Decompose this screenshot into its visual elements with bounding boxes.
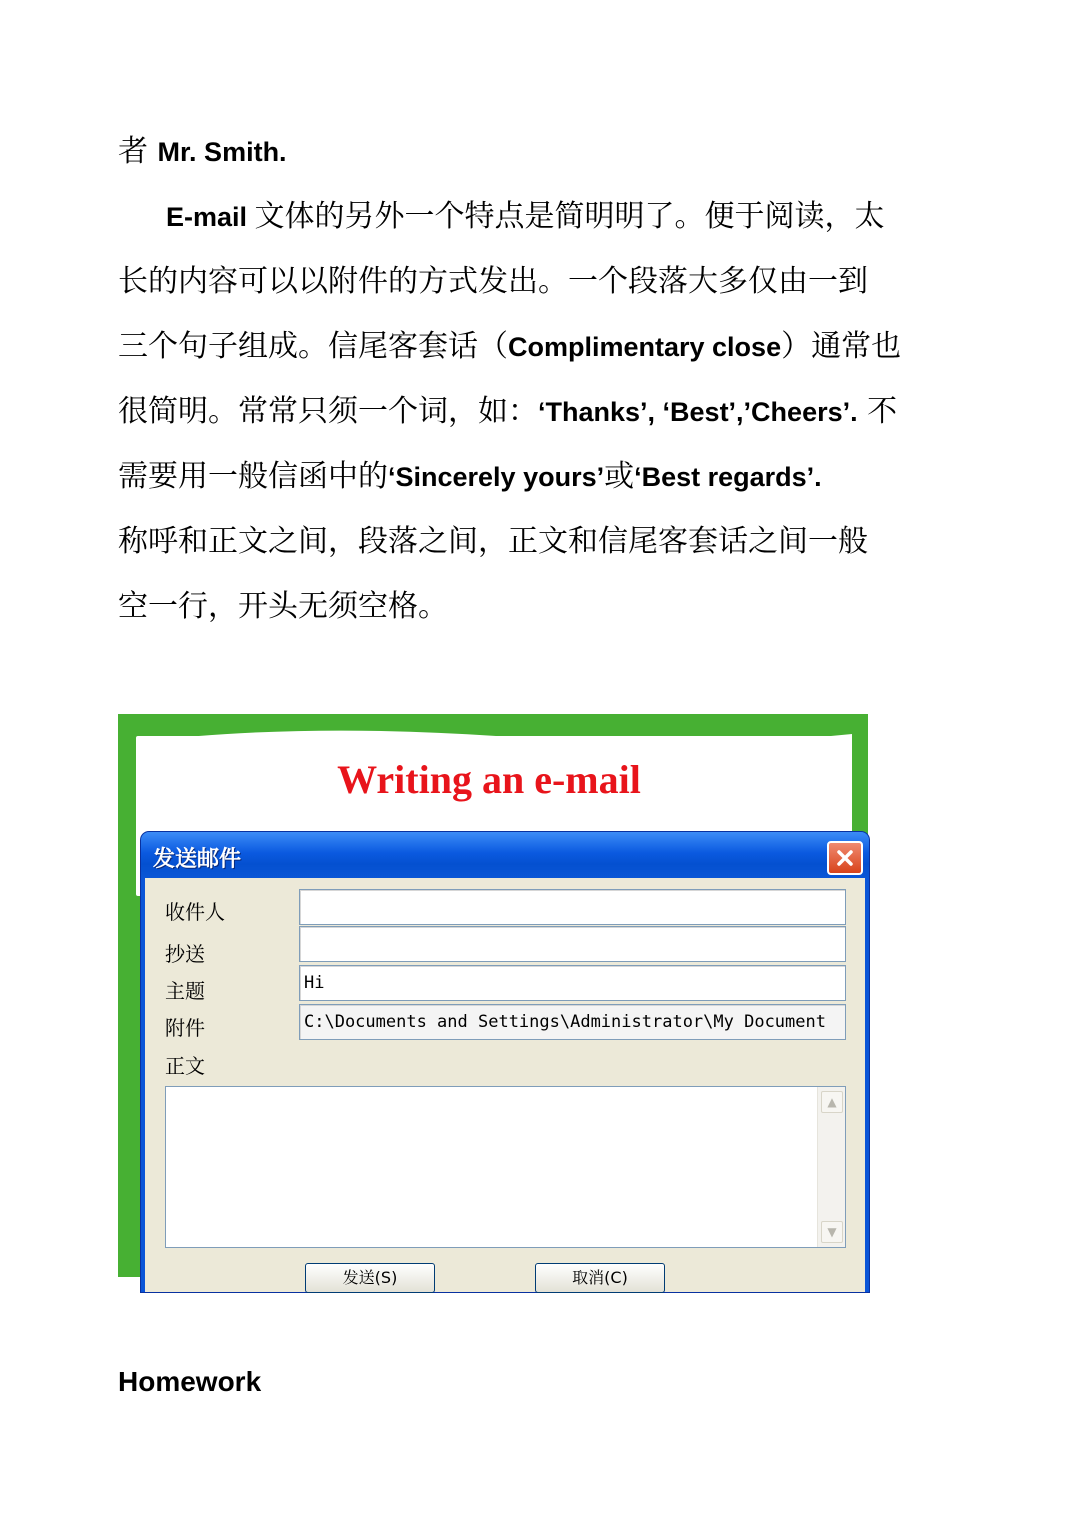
text-segment: ）通常也 xyxy=(781,329,902,364)
subject-label: 主题 xyxy=(165,979,205,1003)
cc-input[interactable] xyxy=(299,926,846,962)
text-segment: 或 xyxy=(604,459,635,494)
text-line xyxy=(118,132,287,172)
recipient-label: 收件人 xyxy=(165,900,225,924)
text-segment: 不 xyxy=(857,394,898,429)
text-segment: 者 xyxy=(118,134,158,169)
body-label: 正文 xyxy=(165,1054,205,1078)
email-figure xyxy=(118,714,868,1287)
homework-heading: Homework xyxy=(118,1366,262,1397)
scroll-down-icon[interactable]: ▼ xyxy=(821,1221,843,1243)
text-segment: 需要用一般信函中的 xyxy=(118,459,388,494)
attachment-input[interactable]: C:\Documents and Settings\Administrator\My Document xyxy=(299,1004,846,1040)
text-segment: 称呼和正文之间，段落之间，正文和信尾客套话之间一般 xyxy=(118,524,868,559)
text-line xyxy=(118,587,448,627)
send-mail-dialog xyxy=(141,832,869,1292)
text-segment: ‘Thanks’, ‘Best’,’Cheers’. xyxy=(538,397,858,427)
close-button[interactable] xyxy=(827,841,863,875)
text-segment: ‘Sincerely yours’ xyxy=(388,462,605,492)
text-segment: 文体的另外一个特点是简明明了。便于阅读，太 xyxy=(254,199,885,234)
text-segment: 很简明。常常只须一个词，如： xyxy=(118,394,538,429)
body-scrollbar[interactable] xyxy=(817,1087,845,1247)
text-line xyxy=(166,197,885,237)
body-textarea[interactable] xyxy=(165,1086,846,1248)
paper-wave xyxy=(136,726,852,750)
dialog-title: 发送邮件 xyxy=(153,847,242,872)
text-segment: 空一行，开头无须空格。 xyxy=(118,589,448,624)
text-line xyxy=(118,262,868,302)
text-segment: Complimentary close xyxy=(508,332,782,362)
text-line xyxy=(118,392,897,432)
subject-input[interactable]: Hi xyxy=(299,965,846,1001)
figure-title: Writing an e-mail xyxy=(337,757,641,802)
text-line xyxy=(118,457,822,497)
scroll-up-icon[interactable]: ▲ xyxy=(821,1091,843,1113)
attachment-label: 附件 xyxy=(165,1016,205,1040)
text-segment: ‘Best regards’. xyxy=(634,462,822,492)
text-segment: 三个句子组成。信尾客套话（ xyxy=(118,329,508,364)
cancel-button[interactable]: 取消(C) xyxy=(535,1263,665,1293)
text-segment: E-mail xyxy=(166,202,255,232)
recipient-input[interactable] xyxy=(299,889,846,925)
send-button[interactable]: 发送(S) xyxy=(305,1263,435,1293)
text-line xyxy=(118,522,868,562)
dialog-titlebar[interactable] xyxy=(141,832,869,878)
dialog-body xyxy=(145,878,865,1292)
text-segment: 长的内容可以以附件的方式发出。一个段落大多仅由一到 xyxy=(118,264,868,299)
close-icon xyxy=(835,848,855,868)
text-line xyxy=(118,327,901,367)
text-segment: Mr. Smith. xyxy=(157,137,287,167)
cc-label: 抄送 xyxy=(165,942,205,966)
